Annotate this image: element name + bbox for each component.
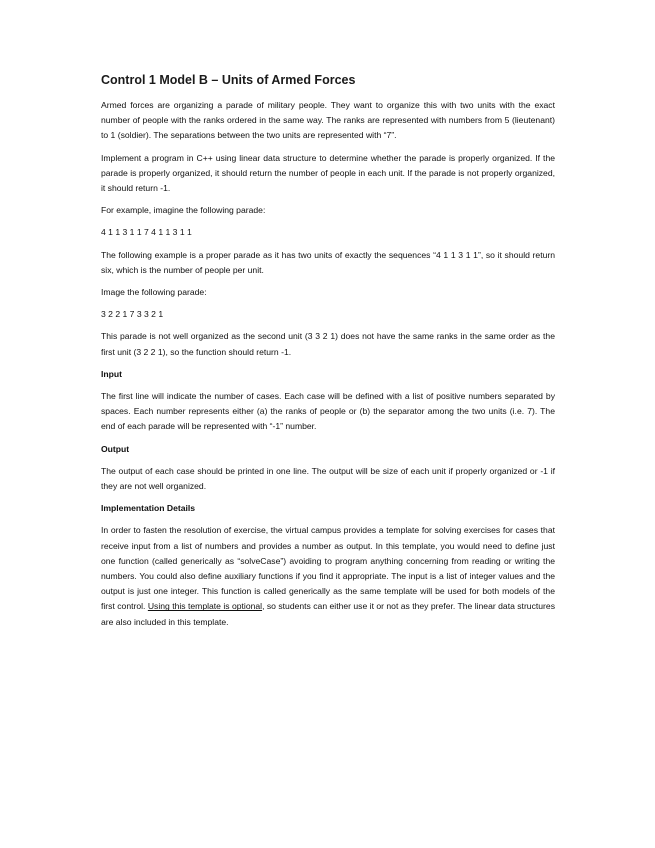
example2-explanation: This parade is not well organized as the second unit (3 3 2 1) does not have the same ranks in the same order as the first unit (3 2 2 1), so the function should return -1.: [101, 331, 555, 357]
example1-sequence: 4 1 1 3 1 1 7 4 1 1 3 1 1: [101, 227, 192, 238]
implementation-heading: Implementation Details: [101, 503, 196, 514]
document-page: [101, 72, 555, 637]
example1-explanation: The following example is a proper parade as it has two units of exactly the sequences “4 1 1 3 1 1”, so it should return six, which is the number of people per unit.: [101, 249, 555, 275]
example2-lead: Image the following parade:: [101, 287, 207, 298]
task-paragraph: Implement a program in C++ using linear data structure to determine whether the parade is properly organized. If the parade is properly organized, it should return the number of people in each unit. If the parade is not properly organized, it should return -1.: [101, 152, 555, 194]
implementation-text-before: In order to fasten the resolution of exercise, the virtual campus provides a template for solving exercises for cases that receive input from a list of numbers and provides a number as output. In this template, you would need to define just one function (called generically as “solveCase”) avoiding to program anything concerning from reading or writing the numbers. You could also define auxiliary functions if you find it appropriate. The input is a list of integer values and the output is just one integer. This function is called generically as the same template will be used for both models of the first control.: [101, 525, 555, 612]
example2-sequence: 3 2 2 1 7 3 3 2 1: [101, 309, 164, 320]
output-paragraph: The output of each case should be printed in one line. The output will be size of each unit if properly organized or -1 if they are not well organized.: [101, 465, 555, 492]
input-heading: Input: [101, 368, 122, 379]
input-paragraph: The first line will indicate the number of cases. Each case will be defined with a list of positive numbers separated by spaces. Each number represents either (a) the ranks of people or (b) the separator among the two units (i.e. 7). The end of each parade will be represented with “-1” number.: [101, 391, 555, 432]
implementation-paragraph: [101, 523, 555, 629]
intro-paragraph: Armed forces are organizing a parade of military people. They want to organize this with two units with the exact number of people with the ranks ordered in the same way. The ranks are represented with numbers from 5 (lieutenant) to 1 (soldier). The separations between the two units are represented with “7”.: [101, 100, 555, 141]
template-optional-note: Using this template is optional: [147, 601, 263, 612]
implementation-text-after: , so students can either use it or not as they prefer. The linear data structures are also included in this template.: [101, 601, 555, 627]
example1-lead: For example, imagine the following parade:: [101, 205, 266, 216]
document-title: Control 1 Model B – Units of Armed Forces: [101, 73, 356, 87]
output-heading: Output: [101, 443, 130, 454]
